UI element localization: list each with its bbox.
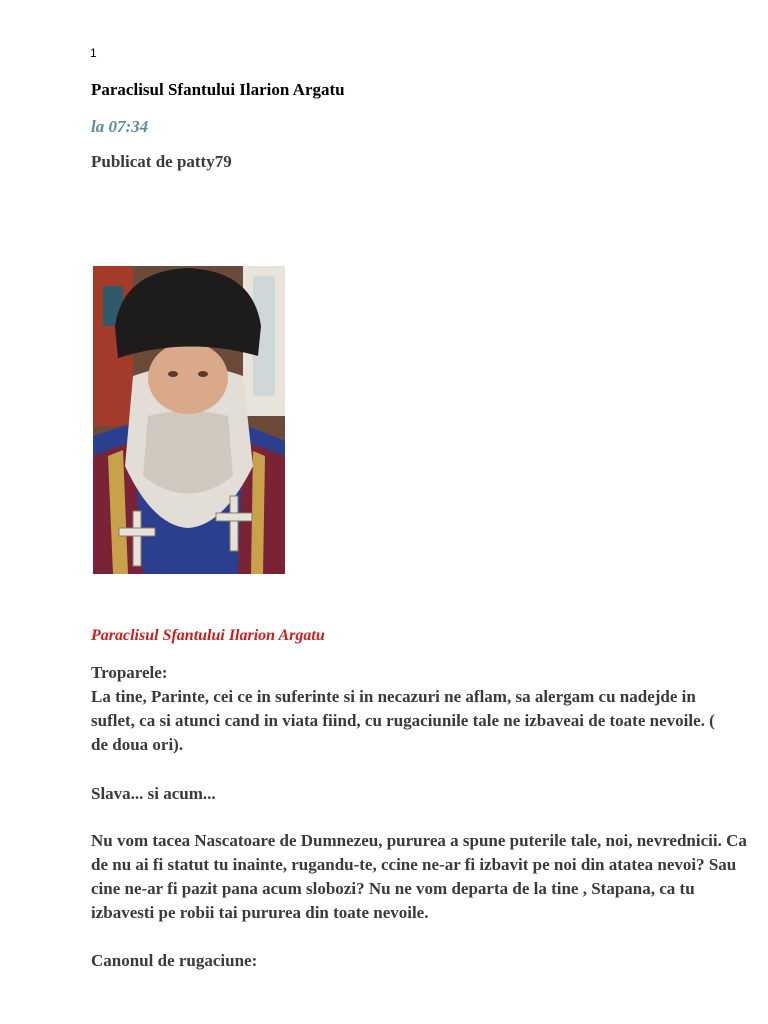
post-title: Paraclisul Sfantului Ilarion Argatu xyxy=(91,80,345,99)
troparele-text: La tine, Parinte, cei ce in suferinte si in necazuri ne aflam, sa alergam cu nadejde in suflet, ca si atunci cand in viata fiind, cu rugaciunile tale ne izbaveai de toate nevoile. ( de doua ori). xyxy=(91,687,715,754)
page-number: 1 xyxy=(90,46,97,60)
content-title: Paraclisul Sfantului Ilarion Argatu xyxy=(91,627,325,644)
post-timestamp xyxy=(91,117,148,137)
troparele-label: Troparele: xyxy=(91,663,168,682)
portrait-photo xyxy=(93,266,285,574)
time-prefix: la xyxy=(91,117,109,136)
troparele-paragraph xyxy=(91,661,731,757)
post-author: Publicat de patty79 xyxy=(91,152,232,171)
time-link[interactable]: 07:34 xyxy=(108,117,149,136)
canonul-heading: Canonul de rugaciune: xyxy=(91,951,258,970)
slava-paragraph: Slava... si acum... xyxy=(91,784,216,803)
nu-vom-paragraph: Nu vom tacea Nascatoare de Dumnezeu, pururea a spune puterile tale, noi, nevrednicii. Ca de nu ai fi statut tu inainte, rugandu-te, ccine ne-ar fi izbavit pe noi din atatea nevoi? Sau cine ne-ar fi pazit pana acum slobozi? Nu ne vom departa de la tine , Stapana, ca tu izbavesti pe robii tai pururea din toate nevoile. xyxy=(91,831,747,922)
